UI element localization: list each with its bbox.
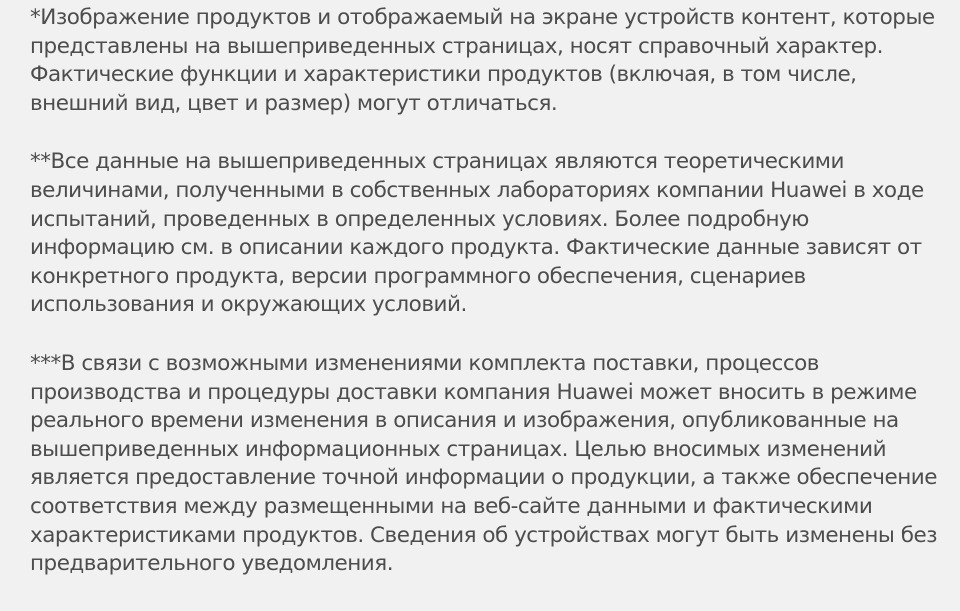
disclaimer-note-content-changes: ***В связи с возможными изменениями комплекта поставки, процессов производства и процедуры доставки компания Huawei может вносить в режиме реального времени изменения в описания и изображения, опубликованные на вышеприведенных информационных страницах. Целью вносимых изменений является предоставление точной информации о продукции, а также обеспечение соответствия между размещенными на веб-сайте данными и фактическими характеристиками продуктов. Сведения об устройствах могут быть изменены без предварительного уведомления. [30,350,938,577]
disclaimer-note-product-images: *Изображение продуктов и отображаемый на экране устройств контент, которые представлены на вышеприведенных страницах, носят справочный характер. Фактические функции и характеристики продуктов (включая, в том числе, внешний вид, цвет и размер) могут отличаться. [30,5,935,116]
disclaimer-note-test-data: **Все данные на вышеприведенных страницах являются теоретическими величинами, полученными в собственных лабораториях компании Huawei в ходе испытаний, проведенных в определенных условиях. Более подробную информацию см. в описании каждого продукта. Фактические данные зависят от конкретного продукта, версии программного обеспечения, сценариев использования и окружающих условий. [30,149,924,318]
